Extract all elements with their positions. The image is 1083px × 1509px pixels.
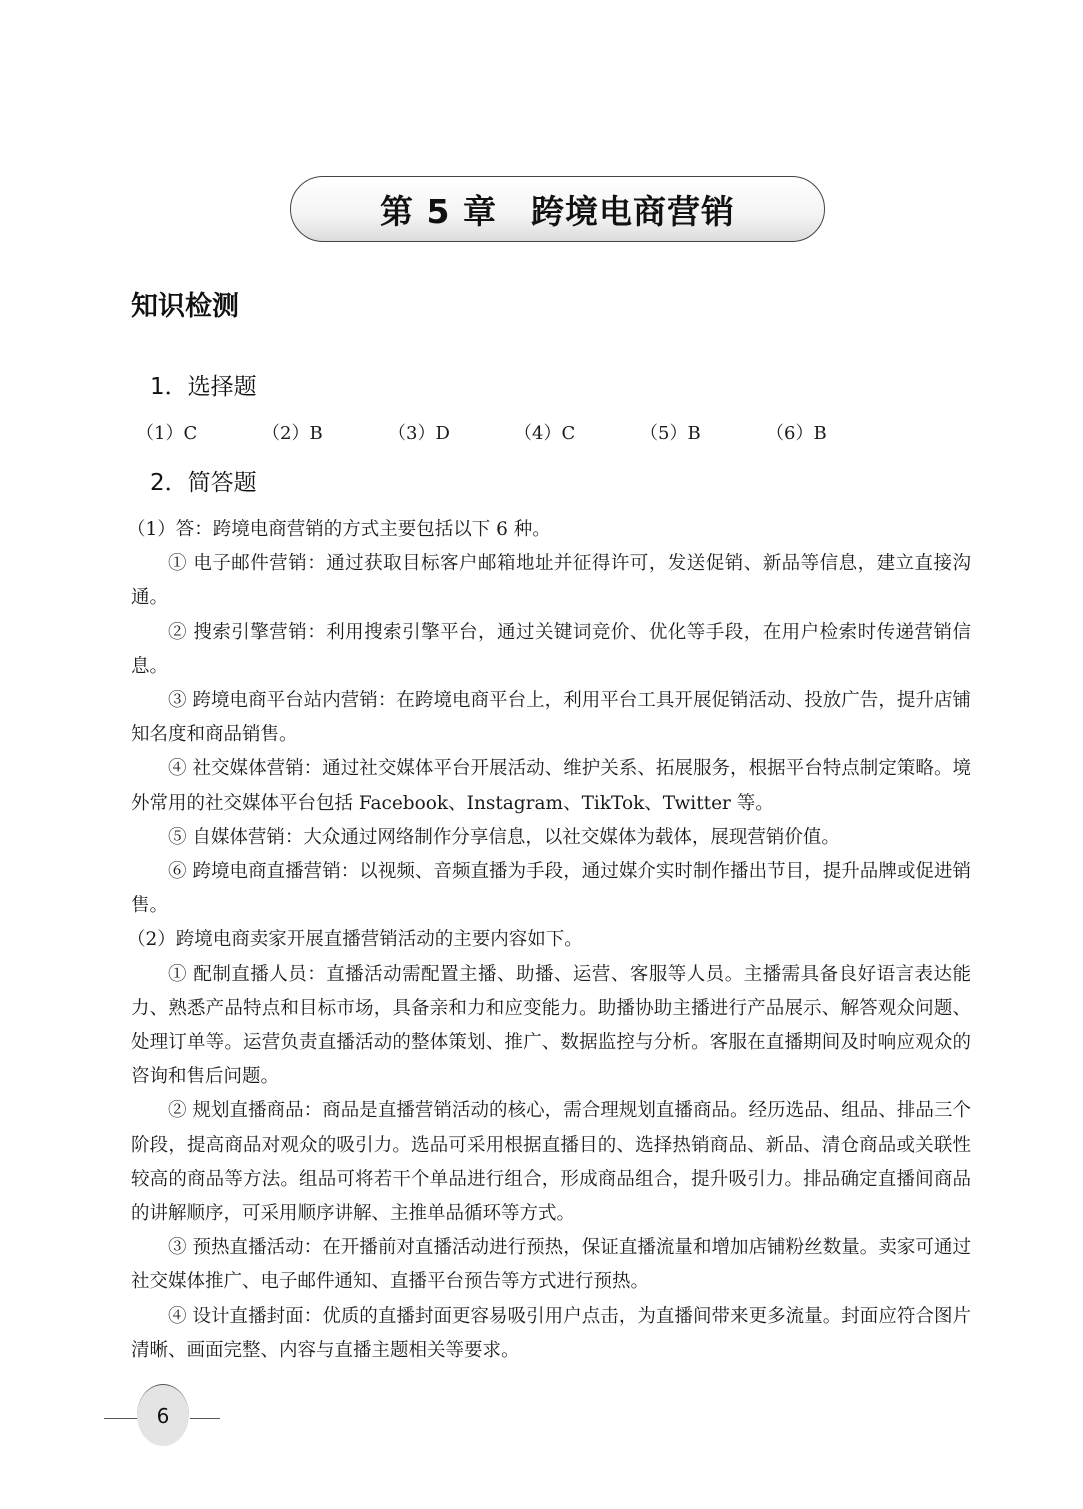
q1-item: ③ 跨境电商平台站内营销：在跨境电商平台上，利用平台工具开展促销活动、投放广告，提升店铺知名度和商品销售。 [131, 690, 971, 746]
q1-item: ① 电子邮件营销：通过获取目标客户邮箱地址并征得许可，发送促销、新品等信息，建立直接沟通。 [131, 553, 971, 609]
chapter-title: 第 5 章 跨境电商营销 [380, 191, 735, 231]
q1-item: ⑥ 跨境电商直播营销：以视频、音频直播为手段，通过媒介实时制作播出节目，提升品牌或促进销售。 [131, 861, 971, 917]
page-number-rule-right [190, 1418, 220, 1419]
answer-item: （2）B [262, 423, 323, 444]
choice-answers [136, 419, 986, 445]
short-answer-heading: 2．简答题 [150, 470, 257, 496]
q2-item: ② 规划直播商品：商品是直播营销活动的核心，需合理规划直播商品。经历选品、组品、排品三个阶段，提高商品对观众的吸引力。选品可采用根据直播目的、选择热销商品、新品、清仓商品或关联性较高的商品等方法。组品可将若干个单品进行组合，形成商品组合，提升吸引力。排品确定直播间商品的讲解顺序，可采用顺序讲解、主推单品循环等方式。 [131, 1100, 971, 1225]
answer-item: （1）C [136, 423, 198, 444]
answer-item: （5）B [640, 423, 701, 444]
q1-intro: （1）答：跨境电商营销的方式主要包括以下 6 种。 [127, 519, 551, 540]
q2-item: ③ 预热直播活动：在开播前对直播活动进行预热，保证直播流量和增加店铺粉丝数量。卖家可通过社交媒体推广、电子邮件通知、直播平台预告等方式进行预热。 [131, 1237, 971, 1293]
section-heading: 知识检测 [131, 291, 239, 322]
choice-heading: 1．选择题 [150, 374, 257, 400]
page-number-badge [104, 1384, 224, 1448]
answer-item: （6）B [766, 423, 827, 444]
q1-item: ④ 社交媒体营销：通过社交媒体平台开展活动、维护关系、拓展服务，根据平台特点制定策略。境外常用的社交媒体平台包括 Facebook、Instagram、TikTok、Twitter 等。 [131, 758, 971, 814]
q2-intro: （2）跨境电商卖家开展直播营销活动的主要内容如下。 [127, 929, 583, 951]
q1-item: ⑤ 自媒体营销：大众通过网络制作分享信息，以社交媒体为载体，展现营销价值。 [168, 826, 840, 848]
short-answer-body [127, 513, 971, 1368]
answer-item: （3）D [388, 423, 450, 444]
q1-item: ② 搜索引擎营销：利用搜索引擎平台，通过关键词竞价、优化等手段，在用户检索时传递营销信息。 [131, 621, 971, 677]
answer-item: （4）C [514, 423, 576, 444]
page-number-rule-left [104, 1418, 138, 1419]
chapter-title-banner [290, 176, 825, 242]
page-number: 6 [137, 1384, 189, 1446]
q2-item: ④ 设计直播封面：优质的直播封面更容易吸引用户点击，为直播间带来更多流量。封面应符合图片清晰、画面完整、内容与直播主题相关等要求。 [131, 1305, 971, 1361]
q2-item: ① 配制直播人员：直播活动需配置主播、助播、运营、客服等人员。主播需具备良好语言表达能力、熟悉产品特点和目标市场，具备亲和力和应变能力。助播协助主播进行产品展示、解答观众问题、处理订单等。运营负责直播活动的整体策划、推广、数据监控与分析。客服在直播期间及时响应观众的咨询和售后问题。 [131, 963, 971, 1088]
